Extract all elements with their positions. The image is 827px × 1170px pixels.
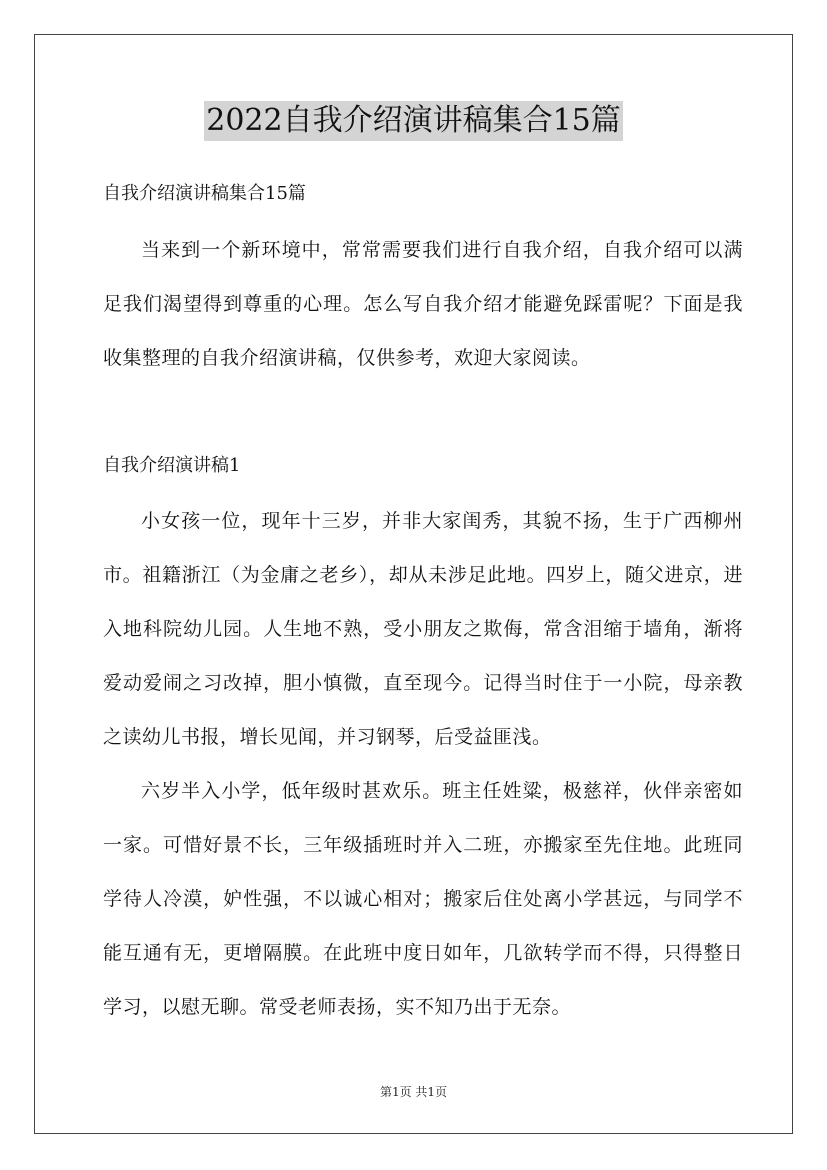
section-heading: 自我介绍演讲稿1 (103, 455, 241, 476)
page-footer: 第1页 共1页 (379, 1085, 448, 1099)
document-title-container (0, 101, 827, 141)
document-title: 2022自我介绍演讲稿集合15篇 (204, 101, 623, 141)
document-subtitle: 自我介绍演讲稿集合15篇 (103, 183, 306, 204)
body-paragraph-1: 小女孩一位，现年十三岁，并非大家闺秀，其貌不扬，生于广西柳州市。祖籍浙江（为金庸之老乡），却从未涉足此地。四岁上，随父进京，进入地科院幼儿园。人生地不熟，受小朋友之欺侮，常含泪缩于墙角，渐将爱动爱闹之习改掉，胆小慎微，直至现今。记得当时住于一小院，母亲教之读幼儿书报，增长见闻，并习钢琴，后受益匪浅。 (103, 510, 743, 748)
body-paragraph-2: 六岁半入小学，低年级时甚欢乐。班主任姓粱，极慈祥，伙伴亲密如一家。可惜好景不长，三年级插班时并入二班，亦搬家至先住地。此班同学待人冷漠，妒性强，不以诚心相对；搬家后住处离小学甚远，与同学不能互通有无，更增隔膜。在此班中度日如年，几欲转学而不得，只得整日学习，以慰无聊。常受老师表扬，实不知乃出于无奈。 (103, 780, 743, 1018)
intro-paragraph: 当来到一个新环境中，常常需要我们进行自我介绍，自我介绍可以满足我们渴望得到尊重的心理。怎么写自我介绍才能避免踩雷呢？下面是我收集整理的自我介绍演讲稿，仅供参考，欢迎大家阅读。 (103, 239, 743, 369)
